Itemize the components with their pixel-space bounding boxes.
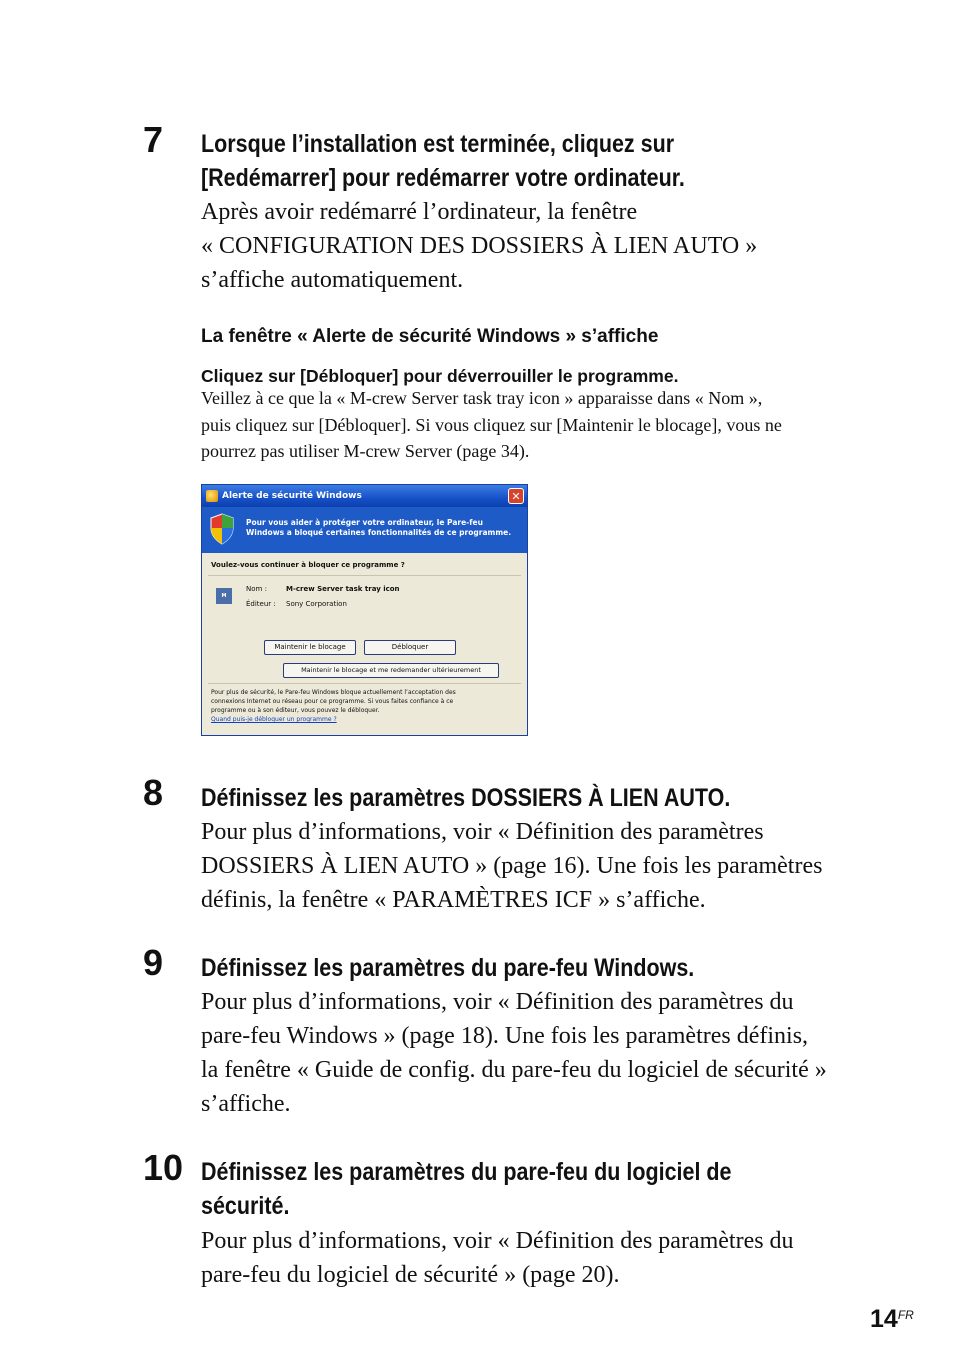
body-line: s’affiche. <box>201 1091 291 1117</box>
body-line: définis, la fenêtre « PARAMÈTRES ICF » s’affiche. <box>201 887 706 913</box>
heading-line: Définissez les paramètres DOSSIERS À LIEN AUTO. <box>201 784 731 812</box>
divider <box>208 683 521 684</box>
ask-later-button[interactable]: Maintenir le blocage et me redemander ultérieurement <box>283 663 499 678</box>
dialog-question: Voulez-vous continuer à bloquer ce programme ? <box>211 561 405 569</box>
step-number: 7 <box>143 119 164 160</box>
footer-line: connexions Internet ou réseau pour ce programme. Si vous faites confiance à ce <box>211 698 454 705</box>
publisher-value: Sony Corporation <box>286 600 347 608</box>
body-line: Après avoir redémarré l’ordinateur, la fenêtre <box>201 199 638 225</box>
help-link[interactable]: Quand puis-je débloquer un programme ? <box>211 716 337 723</box>
unblock-button[interactable]: Débloquer <box>364 640 456 655</box>
step-body <box>201 985 827 1121</box>
alert-instruction: Cliquez sur [Débloquer] pour déverrouiller le programme. <box>201 366 679 386</box>
body-line: Pour plus d’informations, voir « Définition des paramètres du <box>201 1228 794 1254</box>
heading-line: Définissez les paramètres du pare-feu du logiciel de <box>201 1158 732 1186</box>
dialog-title: Alerte de sécurité Windows <box>222 491 362 501</box>
dialog-titlebar <box>202 485 527 507</box>
step-body <box>201 195 757 297</box>
alert-note <box>201 385 782 465</box>
window-icon <box>206 490 218 502</box>
banner-line: Pour vous aider à protéger votre ordinateur, le Pare-feu <box>246 518 483 527</box>
dialog-body <box>202 553 527 735</box>
step-heading <box>201 951 694 985</box>
dialog-footer-text <box>211 688 523 724</box>
heading-line: Lorsque l’installation est terminée, cliquez sur <box>201 130 675 158</box>
heading-line: [Redémarrer] pour redémarrer votre ordinateur. <box>201 164 685 192</box>
page-language: FR <box>897 1308 914 1322</box>
step-heading <box>201 127 685 195</box>
publisher-label: Éditeur : <box>246 600 276 608</box>
body-line: la fenêtre « Guide de config. du pare-feu du logiciel de sécurité » <box>201 1057 827 1083</box>
body-line: pare-feu Windows » (page 18). Une fois les paramètres définis, <box>201 1023 809 1049</box>
heading-line: sécurité. <box>201 1192 290 1220</box>
shield-icon <box>210 513 234 545</box>
close-icon[interactable]: ✕ <box>508 488 524 504</box>
security-alert-dialog <box>201 484 528 736</box>
step-number: 9 <box>143 942 164 983</box>
name-label: Nom : <box>246 585 267 593</box>
body-line: s’affiche automatiquement. <box>201 267 464 293</box>
body-line: pare-feu du logiciel de sécurité » (page 20). <box>201 1262 620 1288</box>
page-number <box>870 1305 914 1334</box>
step-number: 10 <box>143 1147 184 1188</box>
alert-section-title: La fenêtre « Alerte de sécurité Windows » s’affiche <box>201 326 659 347</box>
app-icon: M <box>216 588 232 604</box>
body-line: Pour plus d’informations, voir « Définition des paramètres <box>201 819 764 845</box>
step-heading <box>201 781 730 815</box>
step-body <box>201 815 822 917</box>
banner-line: Windows a bloqué certaines fonctionnalités de ce programme. <box>246 528 512 537</box>
note-line: Veillez à ce que la « M-crew Server task tray icon » apparaisse dans « Nom », <box>201 388 763 408</box>
body-line: « CONFIGURATION DES DOSSIERS À LIEN AUTO » <box>201 233 758 259</box>
footer-line: programme ou à son éditeur, vous pouvez le débloquer. <box>211 707 380 714</box>
dialog-banner <box>202 507 527 553</box>
heading-line: Définissez les paramètres du pare-feu Windows. <box>201 954 695 982</box>
step-number: 8 <box>143 772 164 813</box>
footer-line: Pour plus de sécurité, le Pare-feu Windows bloque actuellement l’acceptation des <box>211 689 456 696</box>
divider <box>208 575 521 576</box>
page-number-value: 14 <box>870 1305 898 1333</box>
body-line: Pour plus d’informations, voir « Définition des paramètres du <box>201 989 794 1015</box>
body-line: DOSSIERS À LIEN AUTO » (page 16). Une fois les paramètres <box>201 853 823 879</box>
step-heading <box>201 1155 731 1223</box>
name-value: M-crew Server task tray icon <box>286 585 400 593</box>
note-line: pourrez pas utiliser M-crew Server (page 34). <box>201 441 530 461</box>
step-body <box>201 1224 794 1292</box>
keep-blocking-button[interactable]: Maintenir le blocage <box>264 640 356 655</box>
note-line: puis cliquez sur [Débloquer]. Si vous cliquez sur [Maintenir le blocage], vous ne <box>201 414 782 435</box>
